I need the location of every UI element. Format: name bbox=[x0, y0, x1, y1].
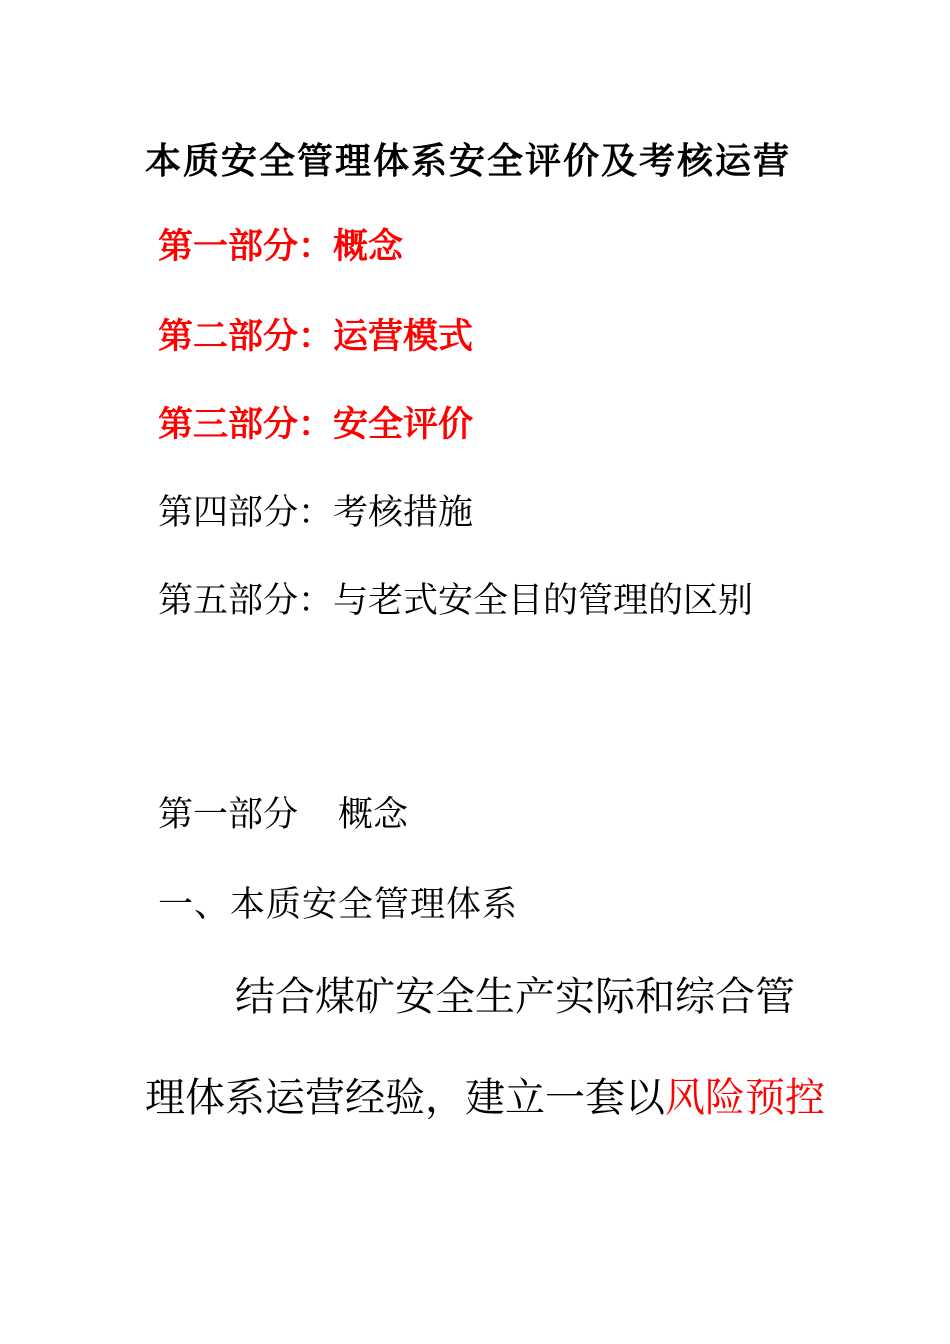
paragraph-line-2-text: 理体系运营经验，建立一套以 bbox=[145, 1075, 665, 1121]
paragraph-line-2 bbox=[145, 1075, 825, 1121]
toc-item-part-4: 第四部分：考核措施 bbox=[158, 493, 474, 533]
paragraph-line-1: 结合煤矿安全生产实际和综合管 bbox=[235, 974, 795, 1020]
toc-item-part-3: 第三部分：安全评价 bbox=[158, 405, 474, 445]
toc-item-part-2: 第二部分：运营模式 bbox=[158, 317, 474, 357]
section-part: 第一部分 bbox=[158, 795, 299, 835]
document-title: 本质安全管理体系安全评价及考核运营 bbox=[145, 141, 792, 182]
highlighted-term: 风险预控 bbox=[665, 1075, 825, 1121]
section-heading bbox=[158, 795, 409, 835]
toc-item-part-5: 第五部分：与老式安全目的管理的区别 bbox=[158, 581, 754, 621]
subsection-heading: 一、本质安全管理体系 bbox=[158, 885, 519, 925]
toc-item-part-1: 第一部分：概念 bbox=[158, 227, 404, 267]
section-name: 概念 bbox=[338, 795, 409, 835]
